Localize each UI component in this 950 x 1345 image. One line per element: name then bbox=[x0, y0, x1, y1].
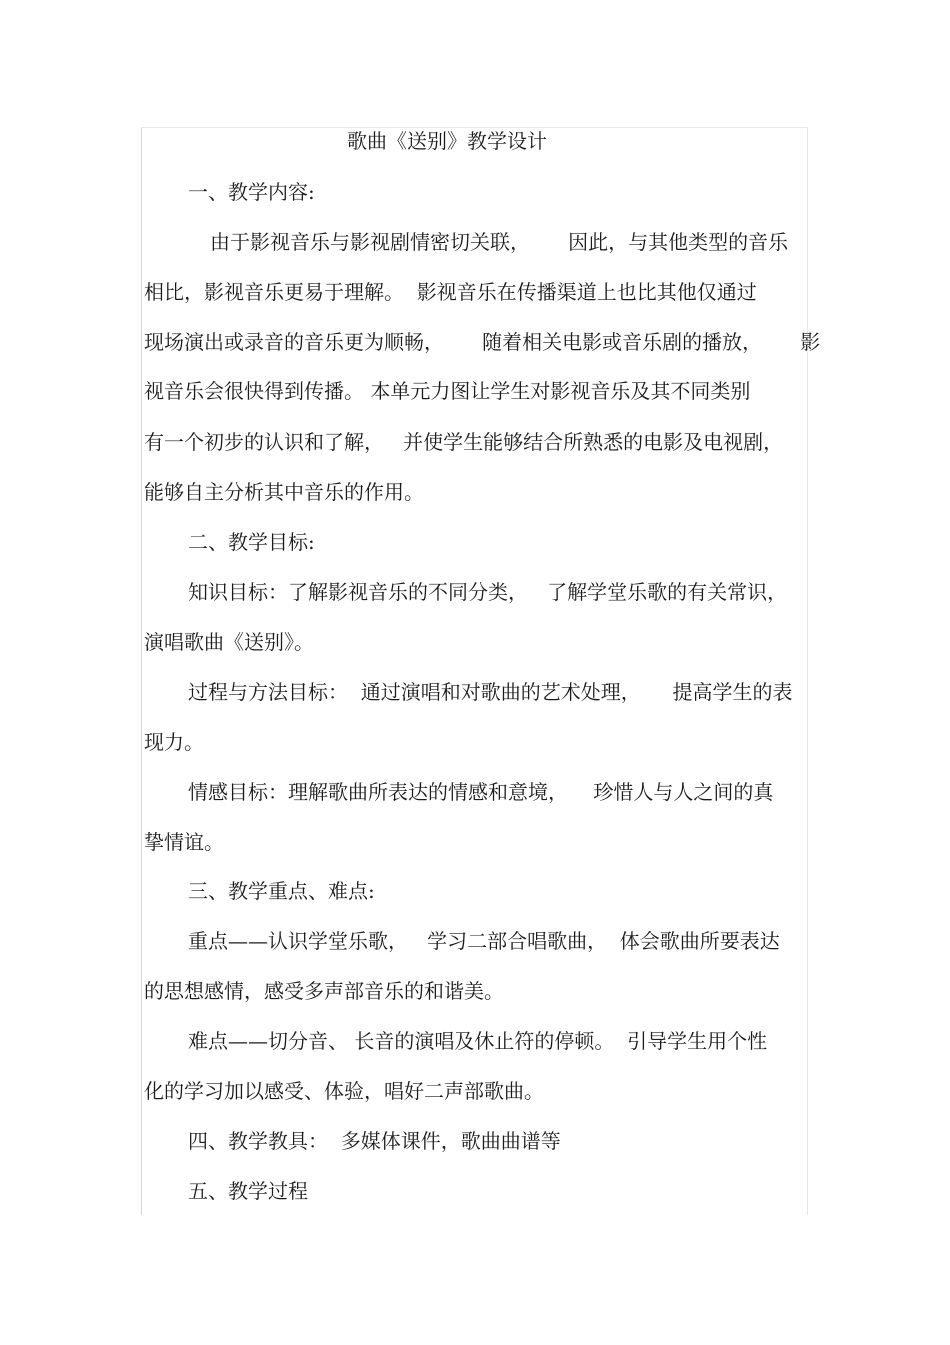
paragraph-line: 的思想感情，感受多声部音乐的和谐美。 bbox=[144, 979, 504, 1003]
paragraph-line: 现场演出或录音的音乐更为顺畅， 随着相关电影或音乐剧的播放， 影 bbox=[144, 330, 821, 354]
paragraph-line: 现力。 bbox=[144, 730, 204, 754]
paragraph-line: 演唱歌曲《送别》。 bbox=[144, 630, 314, 654]
paragraph-line: 由于影视音乐与影视剧情密切关联， 因此，与其他类型的音乐 bbox=[210, 230, 789, 254]
heading-teaching-aids: 四、教学教具： 多媒体课件，歌曲曲谱等 bbox=[188, 1129, 561, 1153]
paragraph-line: 过程与方法目标： 通过演唱和对歌曲的艺术处理， 提高学生的表 bbox=[188, 680, 793, 704]
paragraph-line: 相比，影视音乐更易于理解。 影视音乐在传播渠道上也比其他仅通过 bbox=[144, 280, 757, 304]
heading-objectives: 二、教学目标: bbox=[188, 530, 315, 554]
paragraph-line: 知识目标：了解影视音乐的不同分类， 了解学堂乐歌的有关常识， bbox=[188, 580, 788, 604]
paragraph-line: 化的学习加以感受、体验，唱好二声部歌曲。 bbox=[144, 1079, 544, 1103]
paragraph-line: 难点——切分音、 长音的演唱及休止符的停顿。 引导学生用个性 bbox=[188, 1029, 768, 1053]
document-title: 歌曲《送别》教学设计 bbox=[347, 129, 547, 153]
paragraph-line: 视音乐会很快得到传播。 本单元力图让学生对影视音乐及其不同类别 bbox=[144, 379, 751, 403]
paragraph-line: 重点——认识学堂乐歌， 学习二部合唱歌曲， 体会歌曲所要表达 bbox=[188, 929, 780, 953]
heading-content: 一、教学内容: bbox=[188, 180, 315, 204]
paragraph-line: 有一个初步的认识和了解， 并使学生能够结合所熟悉的电影及电视剧， bbox=[144, 430, 784, 454]
heading-teaching-process: 五、教学过程 bbox=[188, 1179, 308, 1203]
paragraph-line: 情感目标：理解歌曲所表达的情感和意境， 珍惜人与人之间的真 bbox=[188, 780, 774, 804]
paragraph-line: 挚情谊。 bbox=[144, 830, 224, 854]
heading-key-points: 三、教学重点、难点: bbox=[188, 879, 375, 903]
paragraph-line: 能够自主分析其中音乐的作用。 bbox=[144, 480, 424, 504]
